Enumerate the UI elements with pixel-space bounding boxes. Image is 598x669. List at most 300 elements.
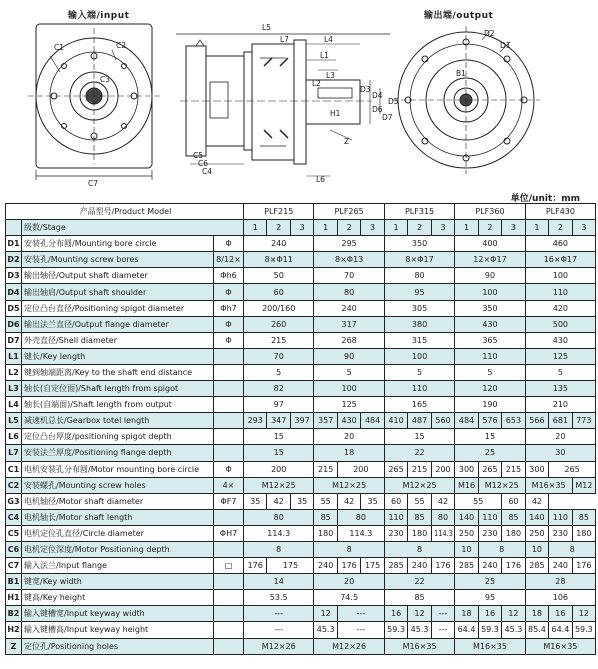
value-text: 95 — [484, 593, 496, 603]
row-code: L7 — [6, 445, 22, 461]
value-text: 59.3 — [481, 625, 499, 635]
value-text: 60 — [390, 496, 402, 506]
row-name-text: 键宽/Key width — [24, 577, 82, 587]
value-cell — [549, 461, 596, 477]
value-cell — [478, 606, 501, 622]
row-symbol: □ — [214, 558, 244, 574]
value-text: 350 — [482, 303, 498, 313]
value-text: 82 — [273, 384, 284, 394]
table-row — [6, 638, 596, 654]
value-text: --- — [356, 609, 366, 619]
value-cell — [525, 590, 595, 606]
value-cell — [314, 606, 337, 622]
value-text: 5 — [276, 367, 282, 377]
value-cell — [525, 397, 595, 413]
value-cell — [525, 316, 595, 332]
value-text: 8 — [417, 545, 423, 555]
output-end-view — [392, 26, 540, 174]
value-text: 500 — [552, 319, 569, 329]
row-code: B1 — [6, 574, 22, 590]
value-text: 8 — [276, 545, 282, 555]
value-cell — [455, 397, 525, 413]
value-cell — [502, 622, 525, 638]
value-text: M16×35 — [531, 480, 566, 490]
value-text: 18 — [461, 609, 472, 619]
value-text: 59.3 — [387, 625, 405, 635]
table-row — [6, 558, 596, 574]
value-cell — [384, 445, 454, 461]
value-cell — [478, 509, 501, 525]
value-text: 100 — [482, 287, 498, 297]
value-text: 110 — [482, 351, 498, 361]
value-cell — [384, 397, 454, 413]
stage-cell: 3 — [290, 220, 313, 236]
row-name — [22, 381, 214, 397]
value-cell — [244, 268, 314, 284]
table-row — [6, 606, 596, 622]
value-cell — [525, 509, 548, 525]
value-text: 85 — [414, 512, 425, 522]
label-h1: H1 — [330, 109, 341, 118]
value-cell — [314, 364, 384, 380]
value-cell — [244, 590, 314, 606]
model-header: PLF215 — [244, 204, 314, 220]
row-name-text: 安装孔分布圆/Mounting bore circle — [24, 239, 157, 249]
value-cell — [549, 622, 572, 638]
row-symbol — [214, 606, 244, 622]
value-text: 200 — [435, 464, 451, 474]
value-cell — [549, 413, 572, 429]
value-text: 8 — [499, 545, 505, 555]
value-text: 106 — [552, 593, 569, 603]
value-text: 45.3 — [410, 625, 429, 635]
row-name-text: 安装法兰厚度/Positioning flange depth — [24, 448, 172, 458]
value-cell — [244, 397, 314, 413]
row-code: D6 — [6, 316, 22, 332]
row-symbol: ΦF7 — [214, 493, 244, 509]
row-code: H1 — [6, 590, 22, 606]
label-l4: L4 — [324, 35, 333, 44]
value-text: --- — [274, 609, 284, 619]
value-cell — [384, 509, 407, 525]
value-cell — [314, 574, 384, 590]
value-cell — [384, 413, 407, 429]
value-text: 12×Φ17 — [473, 255, 507, 265]
value-text: 85 — [320, 512, 331, 522]
value-text: 180 — [505, 528, 522, 538]
value-cell — [314, 525, 337, 541]
value-cell — [384, 622, 407, 638]
stage-cell: 1 — [244, 220, 267, 236]
value-text: 80 — [437, 512, 449, 522]
stage-cell: 2 — [549, 220, 572, 236]
value-text: M12 — [575, 480, 593, 490]
row-symbol: Φ — [214, 236, 244, 252]
table-row — [6, 622, 596, 638]
value-cell — [478, 525, 501, 541]
label-d6: D6 — [372, 105, 383, 114]
value-cell — [525, 574, 595, 590]
value-text: 114.3 — [349, 528, 373, 538]
value-text: 12 — [578, 609, 589, 619]
value-text: 42 — [531, 496, 543, 506]
row-symbol — [214, 348, 244, 364]
value-text: 305 — [411, 303, 428, 313]
row-name-text: 输出轴径/Output shaft diameter — [24, 271, 148, 281]
stage-row — [6, 220, 596, 236]
value-text: 460 — [552, 239, 569, 249]
value-cell — [502, 525, 525, 541]
value-text: 64.4 — [551, 625, 570, 635]
value-cell — [314, 236, 384, 252]
row-name-text: 电机轴长/Motor shaft length — [24, 512, 133, 522]
value-cell — [244, 461, 314, 477]
value-text: 5 — [346, 367, 352, 377]
value-text: 176 — [247, 561, 263, 571]
value-text: 70 — [273, 351, 284, 361]
value-text: 35 — [250, 496, 261, 506]
value-cell — [314, 397, 384, 413]
value-cell — [455, 477, 478, 493]
value-text: 59.3 — [574, 625, 593, 635]
value-text: 12 — [414, 609, 425, 619]
value-text: M16×35 — [543, 641, 578, 651]
label-b1: B1 — [456, 69, 466, 78]
value-text: 110 — [388, 512, 404, 522]
table-row — [6, 364, 596, 380]
row-symbol — [214, 622, 244, 638]
value-cell — [314, 461, 337, 477]
value-cell — [314, 590, 384, 606]
value-text: 50 — [273, 271, 284, 281]
value-cell — [244, 541, 314, 557]
row-code: C7 — [6, 558, 22, 574]
value-cell — [478, 622, 501, 638]
stage-cell: 1 — [384, 220, 407, 236]
value-cell — [525, 236, 595, 252]
table-row — [6, 509, 596, 525]
row-name — [22, 477, 214, 493]
value-text: 300 — [458, 464, 475, 474]
label-c6: C6 — [198, 159, 209, 168]
value-text: 420 — [552, 303, 569, 313]
table-row — [6, 574, 596, 590]
value-cell — [455, 525, 478, 541]
value-cell — [314, 477, 384, 493]
value-cell — [549, 541, 596, 557]
stage-cell: 3 — [431, 220, 454, 236]
value-cell — [525, 348, 595, 364]
value-cell — [244, 509, 314, 525]
value-cell — [431, 558, 454, 574]
value-text: 80 — [355, 512, 366, 522]
value-cell — [455, 606, 478, 622]
table-row — [6, 381, 596, 397]
value-text: 16 — [390, 609, 402, 619]
value-cell — [337, 413, 360, 429]
value-cell — [384, 268, 454, 284]
value-text: 8 — [569, 545, 575, 555]
value-text: 90 — [344, 351, 355, 361]
technical-drawing — [0, 0, 598, 204]
table-row — [6, 236, 596, 252]
value-text: 10 — [461, 545, 472, 555]
value-text: 265 — [388, 464, 404, 474]
value-cell — [384, 252, 454, 268]
table-row — [6, 284, 596, 300]
value-text: 240 — [318, 561, 334, 571]
value-cell — [267, 558, 314, 574]
header-row — [6, 204, 596, 220]
value-text: M12×25 — [261, 480, 296, 490]
value-text: 125 — [341, 400, 357, 410]
value-text: 430 — [341, 416, 357, 426]
label-c2: C2 — [116, 41, 127, 50]
row-name — [22, 268, 214, 284]
value-text: 200/160 — [262, 303, 296, 313]
value-cell — [525, 622, 548, 638]
row-code: C1 — [6, 461, 22, 477]
label-c1: C1 — [54, 43, 65, 52]
value-cell — [244, 252, 314, 268]
stage-cell: 2 — [267, 220, 290, 236]
value-cell — [384, 332, 454, 348]
value-text: 42 — [437, 496, 449, 506]
value-text: 380 — [411, 319, 428, 329]
value-text: 97 — [273, 400, 284, 410]
value-text: M12×26 — [332, 641, 367, 651]
value-text: 410 — [388, 416, 404, 426]
value-text: 315 — [411, 335, 428, 345]
row-symbol: 8/12× — [214, 252, 244, 268]
row-name-text: 电机定位深度/Motor Positioning depth — [24, 545, 170, 555]
row-name-text: 输入键槽高/Input keyway height — [24, 625, 149, 635]
value-cell — [337, 558, 360, 574]
value-cell — [314, 445, 384, 461]
value-text: --- — [438, 609, 448, 619]
model-header: PLF265 — [314, 204, 384, 220]
model-header: PLF430 — [525, 204, 595, 220]
value-text: 300 — [529, 464, 545, 474]
value-text: 175 — [282, 561, 299, 571]
row-symbol — [214, 638, 244, 654]
value-text: 95 — [414, 287, 425, 297]
value-text: 100 — [552, 271, 569, 281]
value-cell — [455, 622, 478, 638]
value-text: 85 — [414, 593, 425, 603]
value-cell — [525, 541, 548, 557]
value-cell — [290, 413, 313, 429]
label-c7: C7 — [88, 179, 99, 188]
value-cell — [384, 381, 454, 397]
value-text: 12 — [320, 609, 331, 619]
value-cell — [525, 284, 595, 300]
label-z: Z — [344, 137, 350, 146]
row-name — [22, 413, 214, 429]
value-cell — [244, 574, 314, 590]
value-cell — [455, 332, 525, 348]
value-text: 70 — [344, 271, 355, 281]
value-cell — [549, 558, 572, 574]
value-text: 240 — [552, 561, 569, 571]
value-cell — [267, 493, 290, 509]
value-cell — [525, 381, 595, 397]
stage-cell: 1 — [314, 220, 337, 236]
value-text: 18 — [344, 448, 355, 458]
value-cell — [455, 268, 525, 284]
value-cell — [455, 348, 525, 364]
value-text: 80 — [344, 287, 355, 297]
row-code: L2 — [6, 364, 22, 380]
value-cell — [455, 300, 525, 316]
value-cell — [244, 477, 314, 493]
value-cell — [361, 413, 384, 429]
value-text: 114.3 — [433, 528, 453, 538]
value-cell — [455, 574, 525, 590]
value-text: 80 — [414, 271, 425, 281]
row-name-text: 输入法兰/Input flange — [24, 561, 107, 571]
value-text: M12×25 — [484, 480, 519, 490]
table-row — [6, 332, 596, 348]
value-cell — [455, 461, 478, 477]
value-cell — [384, 541, 454, 557]
value-text: 430 — [482, 319, 498, 329]
value-cell — [408, 493, 431, 509]
label-l1: L1 — [320, 51, 329, 60]
row-code: D5 — [6, 300, 22, 316]
value-cell — [431, 493, 454, 509]
row-name — [22, 445, 214, 461]
value-cell — [314, 316, 384, 332]
value-cell — [572, 509, 595, 525]
value-text: 35 — [297, 496, 308, 506]
row-code: L4 — [6, 397, 22, 413]
value-cell — [502, 606, 525, 622]
value-text: 268 — [341, 335, 357, 345]
row-name-text: 安装螺孔/Mounting screw holes — [24, 480, 146, 490]
value-cell — [314, 252, 384, 268]
value-text: 100 — [411, 351, 428, 361]
value-cell — [455, 236, 525, 252]
header-label: 产品型号/Product Model — [6, 204, 244, 220]
row-name — [22, 429, 214, 445]
value-cell — [549, 509, 572, 525]
value-cell — [502, 413, 525, 429]
value-text: 135 — [552, 384, 569, 394]
row-symbol — [214, 541, 244, 557]
value-text: 317 — [341, 319, 357, 329]
value-cell — [478, 541, 525, 557]
stage-cell: 2 — [408, 220, 431, 236]
value-text: 200 — [271, 464, 287, 474]
value-cell — [314, 348, 384, 364]
value-cell — [549, 525, 572, 541]
value-cell — [572, 622, 595, 638]
value-cell — [244, 316, 314, 332]
value-text: 110 — [411, 384, 428, 394]
value-text: 8×Φ13 — [334, 255, 364, 265]
value-text: 240 — [341, 303, 357, 313]
row-name — [22, 493, 214, 509]
value-cell — [572, 606, 595, 622]
value-cell — [455, 445, 525, 461]
value-text: 240 — [271, 239, 287, 249]
value-text: 15 — [273, 448, 284, 458]
value-cell — [384, 606, 407, 622]
value-cell — [431, 622, 454, 638]
row-name — [22, 397, 214, 413]
value-text: 240 — [482, 561, 498, 571]
value-cell — [314, 381, 384, 397]
value-cell — [455, 364, 525, 380]
value-text: 15 — [273, 432, 284, 442]
stage-cell: 1 — [525, 220, 548, 236]
row-name — [22, 606, 214, 622]
value-cell — [244, 525, 314, 541]
value-cell — [408, 525, 431, 541]
value-cell — [572, 477, 595, 493]
row-name — [22, 332, 214, 348]
table-row — [6, 397, 596, 413]
value-cell — [384, 574, 454, 590]
value-cell — [314, 413, 337, 429]
value-cell — [314, 429, 384, 445]
value-cell — [572, 525, 595, 541]
stage-cell: 1 — [455, 220, 478, 236]
value-cell — [478, 461, 501, 477]
value-cell — [455, 284, 525, 300]
value-text: 210 — [552, 400, 569, 410]
value-text: 8×Φ11 — [264, 255, 293, 265]
row-code: L1 — [6, 348, 22, 364]
value-cell — [525, 638, 595, 654]
value-cell — [408, 622, 431, 638]
value-cell — [384, 429, 454, 445]
value-text: 15 — [414, 432, 425, 442]
row-symbol — [214, 364, 244, 380]
row-name — [22, 638, 214, 654]
value-cell — [314, 284, 384, 300]
value-cell — [337, 606, 384, 622]
value-text: 12 — [508, 609, 519, 619]
value-text: 140 — [458, 512, 475, 522]
value-cell — [244, 364, 314, 380]
value-text: 55 — [320, 496, 331, 506]
value-cell — [525, 461, 548, 477]
value-text: 60 — [273, 287, 284, 297]
value-text: 200 — [353, 464, 369, 474]
value-text: 176 — [435, 561, 451, 571]
row-name-text: 电机轴径/Motor shaft diameter — [24, 496, 144, 506]
row-code: C4 — [6, 509, 22, 525]
value-cell — [384, 284, 454, 300]
value-text: 8×Φ17 — [405, 255, 434, 265]
row-code: Z — [6, 638, 22, 654]
value-cell — [384, 558, 407, 574]
table-row — [6, 590, 596, 606]
value-text: 42 — [273, 496, 284, 506]
value-text: 165 — [411, 400, 428, 410]
value-cell — [244, 300, 314, 316]
value-text: 20 — [344, 577, 355, 587]
row-symbol — [214, 509, 244, 525]
table-row — [6, 348, 596, 364]
row-name-text: 轴长(自端面)/Shaft length from output — [24, 400, 172, 410]
value-cell — [314, 541, 384, 557]
label-l6: L6 — [316, 175, 325, 184]
stage-cell: 3 — [502, 220, 525, 236]
value-text: M16×35 — [402, 641, 437, 651]
